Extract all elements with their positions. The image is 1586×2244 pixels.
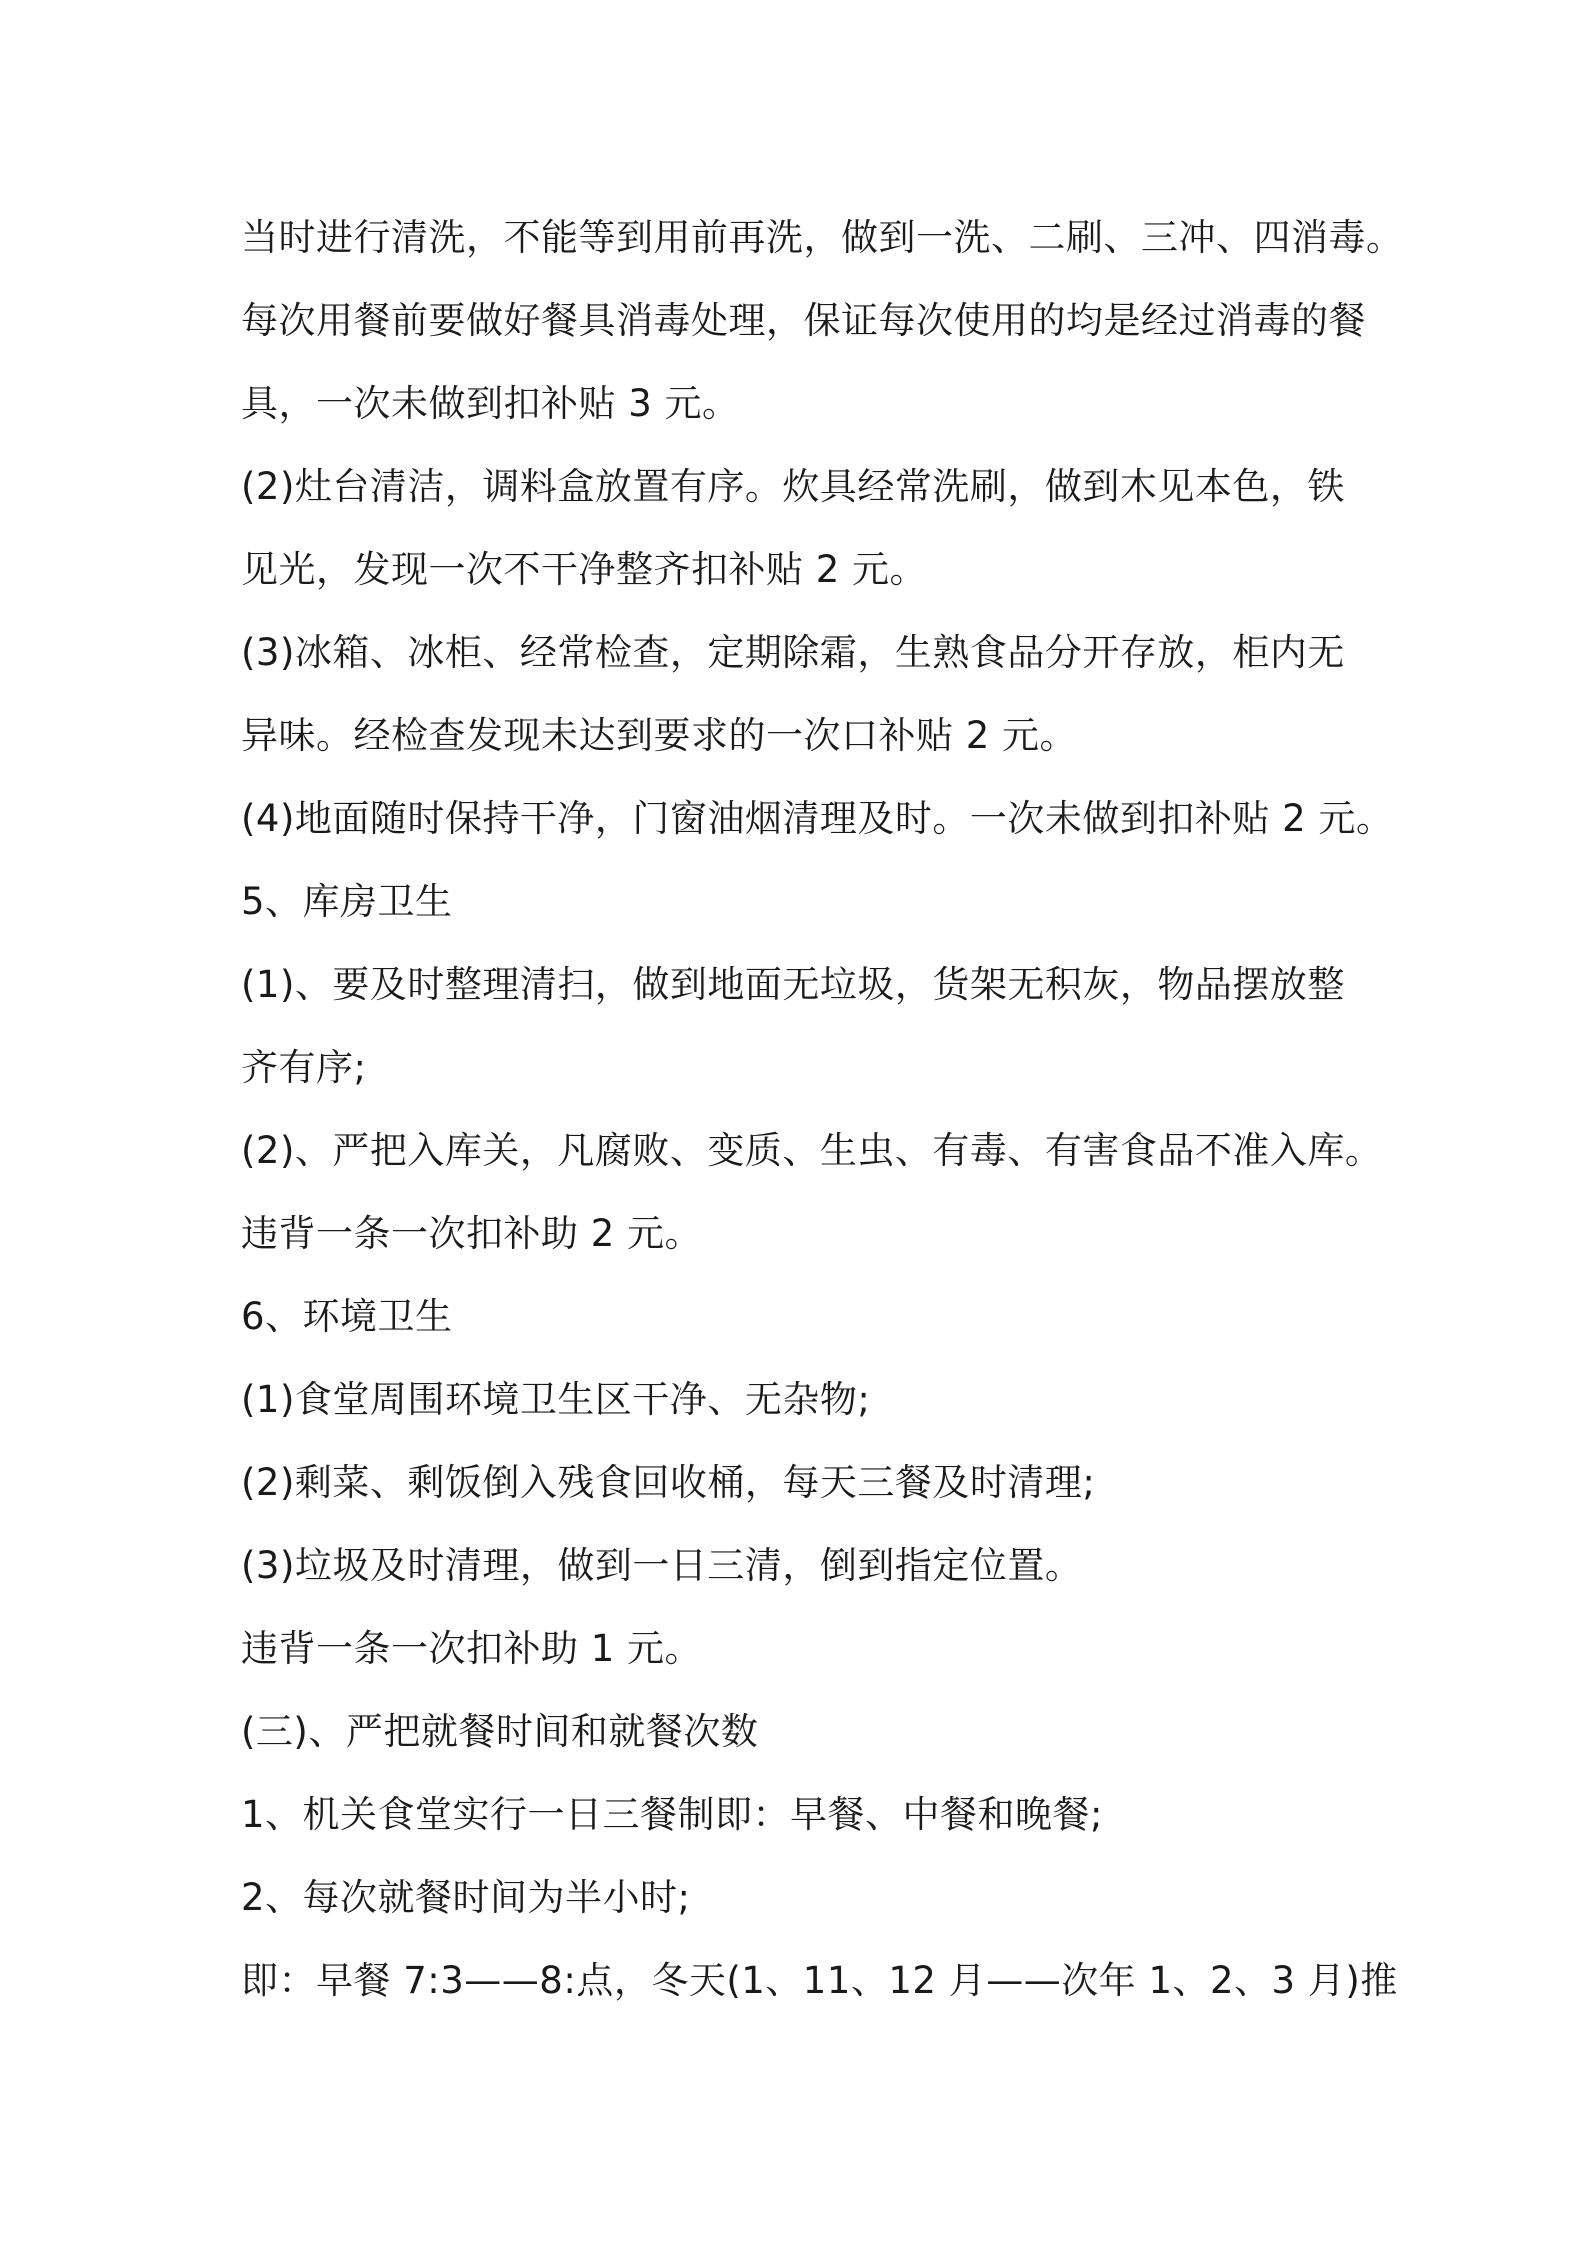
document-body <box>241 196 1404 2022</box>
text-line-11: 齐有序; <box>241 1046 367 1089</box>
section-heading-storeroom: 5、库房卫生 <box>241 880 453 923</box>
section-heading-meal-times: (三)、严把就餐时间和就餐次数 <box>241 1710 759 1753</box>
text-line-22: 即：早餐 7:3——8:点，冬天(1、11、12 月——次年 1、2、3 月)推 <box>241 1959 1398 2002</box>
text-line-18: 违背一条一次扣补助 1 元。 <box>241 1627 703 1670</box>
text-line-12: (2)、严把入库关，凡腐败、变质、生虫、有毒、有害食品不准入库。 <box>241 1129 1383 1172</box>
text-line-15: (1)食堂周围环境卫生区干净、无杂物; <box>241 1378 871 1421</box>
text-line-16: (2)剩菜、剩饭倒入残食回收桶，每天三餐及时清理; <box>241 1461 1096 1504</box>
text-line-2: 每次用餐前要做好餐具消毒处理，保证每次使用的均是经过消毒的餐 <box>241 299 1366 342</box>
text-line-10: (1)、要及时整理清扫，做到地面无垃圾，货架无积灰，物品摆放整 <box>241 963 1345 1006</box>
text-line-7: 异味。经检查发现未达到要求的一次口补贴 2 元。 <box>241 714 1078 757</box>
text-line-17: (3)垃圾及时清理，做到一日三清，倒到指定位置。 <box>241 1544 1083 1587</box>
text-line-3: 具，一次未做到扣补贴 3 元。 <box>241 382 740 425</box>
text-line-20: 1、机关食堂实行一日三餐制即：早餐、中餐和晚餐; <box>241 1793 1104 1836</box>
section-heading-environment: 6、环境卫生 <box>241 1295 453 1338</box>
text-line-6: (3)冰箱、冰柜、经常检查，定期除霜，生熟食品分开存放，柜内无 <box>241 631 1345 674</box>
text-line-5: 见光，发现一次不干净整齐扣补贴 2 元。 <box>241 548 928 591</box>
text-line-1: 当时进行清洗，不能等到用前再洗，做到一洗、二刷、三冲、四消毒。 <box>241 216 1404 259</box>
text-line-8: (4)地面随时保持干净，门窗油烟清理及时。一次未做到扣补贴 2 元。 <box>241 797 1394 840</box>
text-line-13: 违背一条一次扣补助 2 元。 <box>241 1212 703 1255</box>
text-line-4: (2)灶台清洁，调料盒放置有序。炊具经常洗刷，做到木见本色，铁 <box>241 465 1345 508</box>
text-line-21: 2、每次就餐时间为半小时; <box>241 1876 691 1919</box>
